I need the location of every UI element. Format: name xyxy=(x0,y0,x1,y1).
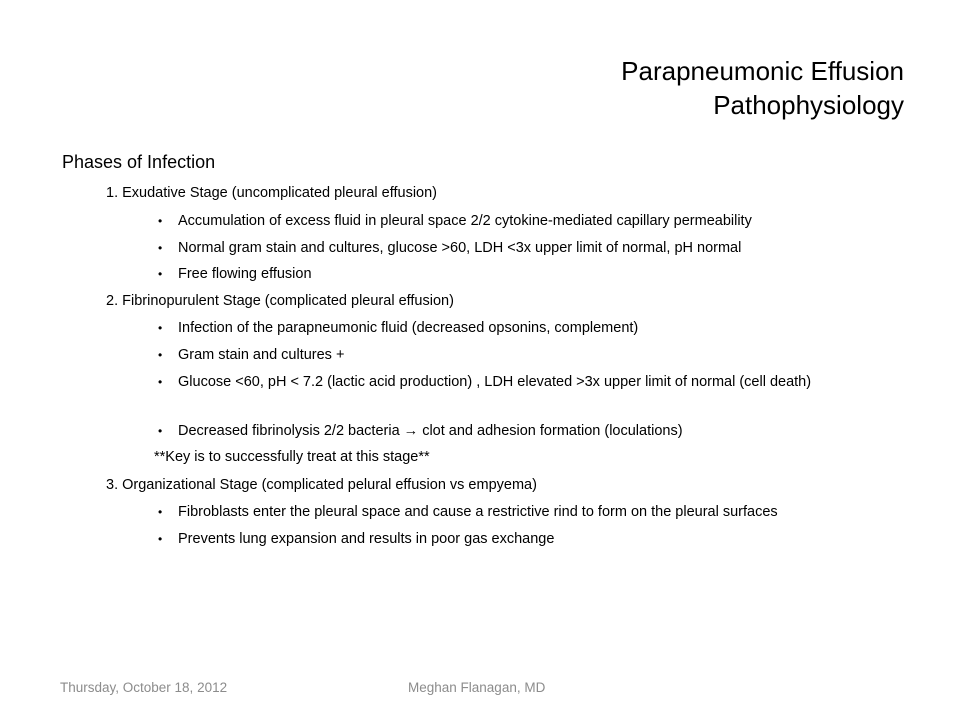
footer-author: Meghan Flanagan, MD xyxy=(408,680,546,695)
bullet-text: Infection of the parapneumonic fluid (decreased opsonins, complement) xyxy=(178,320,639,336)
bullet-text: Prevents lung expansion and results in poor gas exchange xyxy=(178,531,555,547)
bullet-text: Normal gram stain and cultures, glucose >60, LDH <3x upper limit of normal, pH normal xyxy=(178,240,742,256)
bullet-text: Free flowing effusion xyxy=(178,266,312,282)
list-item xyxy=(158,422,898,440)
bullet-icon: • xyxy=(158,321,163,335)
bullet-icon: • xyxy=(158,267,163,281)
bullet-icon: • xyxy=(158,241,163,255)
key-note: **Key is to successfully treat at this stage** xyxy=(154,449,430,465)
list-item xyxy=(158,212,898,230)
title-line-2: Pathophysiology xyxy=(713,90,904,120)
bullet-icon: • xyxy=(158,532,163,546)
bullet-icon: • xyxy=(158,348,163,362)
bullet-text: Decreased fibrinolysis 2/2 bacteria → clot and adhesion formation (loculations) xyxy=(178,423,683,439)
bullet-text: Accumulation of excess fluid in pleural space 2/2 cytokine-mediated capillary permeability xyxy=(178,213,752,229)
list-item xyxy=(158,265,898,283)
list-item xyxy=(158,346,898,364)
list-item xyxy=(158,319,898,337)
bullet-text: Glucose <60, pH < 7.2 (lactic acid production) , LDH elevated >3x upper limit of normal (cell death) xyxy=(178,374,812,390)
bullet-icon: • xyxy=(158,375,163,389)
stage-1-label: 1. Exudative Stage (uncomplicated pleural effusion) xyxy=(106,185,438,201)
list-item xyxy=(158,373,898,391)
bullet-text: Gram stain and cultures + xyxy=(178,347,345,363)
stage-3-label: 3. Organizational Stage (complicated pelural effusion vs empyema) xyxy=(106,477,537,493)
bullet-icon: • xyxy=(158,424,163,438)
title-line-1: Parapneumonic Effusion xyxy=(621,56,904,86)
bullet-text: Fibroblasts enter the pleural space and cause a restrictive rind to form on the pleural surfaces xyxy=(178,504,778,520)
bullet-icon: • xyxy=(158,505,163,519)
list-item xyxy=(158,239,898,257)
slide-title xyxy=(621,54,904,122)
list-item xyxy=(158,503,898,521)
list-item xyxy=(158,530,898,548)
bullet-icon: • xyxy=(158,214,163,228)
stage-2-label: 2. Fibrinopurulent Stage (complicated pleural effusion) xyxy=(106,293,454,309)
section-heading: Phases of Infection xyxy=(62,152,216,172)
footer-date: Thursday, October 18, 2012 xyxy=(60,680,228,695)
